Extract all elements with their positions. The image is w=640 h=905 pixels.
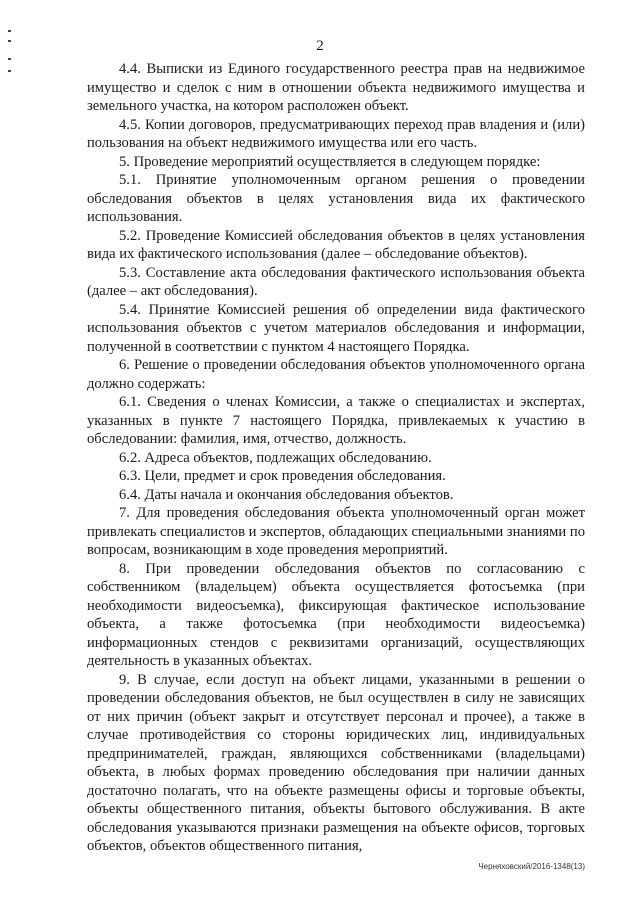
- scan-artifact: [8, 70, 11, 72]
- paragraph-9: 9. В случае, если доступ на объект лицами, указанными в решении о проведении обследования объектов, не был осуществлен в силу не зависящих от них причин (объект закрыт и отсутствует персонал и прочее), а также в случае противодействия со стороны юридических лиц, индивидуальных предпринимателей, граждан, являющихся собственниками (владельцами) объекта, в любых формах проведению обследования при наличии данных достаточно полагать, что на объекте размещены офисы и торговые объекты, объекты общественного питания, объекты бытового обслуживания. В акте обследования указываются признаки размещения на объекте офисов, торговых объектов, объектов общественного питания,: [87, 671, 585, 854]
- paragraph-5: 5. Проведение мероприятий осуществляется в следующем порядке:: [119, 153, 541, 170]
- scan-artifact: [8, 30, 11, 32]
- footer-document-code: Черняховский/2016-1348(13): [478, 862, 585, 871]
- document-body: [87, 60, 585, 856]
- paragraph-7: 7. Для проведения обследования объекта уполномоченный орган может привлекать специалистов и экспертов, обладающих специальными знаниями по вопросам, возникающим в ходе проведения мероприятий.: [87, 505, 585, 558]
- paragraph-5-3: 5.3. Составление акта обследования фактического использования объекта (далее – акт обследования).: [87, 264, 585, 299]
- paragraph-4-5: 4.5. Копии договоров, предусматривающих переход прав владения и (или) пользования на объект недвижимого имущества или его часть.: [87, 116, 585, 151]
- paragraph-5-2: 5.2. Проведение Комиссией обследования объектов в целях установления вида их фактического использования (далее – обследование объектов).: [87, 227, 585, 262]
- paragraph-5-4: 5.4. Принятие Комиссией решения об определении вида фактического использования объектов с учетом материалов обследования и информации, полученной в соответствии с пунктом 4 настоящего Порядка.: [87, 301, 585, 355]
- paragraph-5-1: 5.1. Принятие уполномоченным органом решения о проведении обследования объектов в целях установления вида их фактического использования.: [87, 172, 585, 225]
- paragraph-6-2: 6.2. Адреса объектов, подлежащих обследованию.: [119, 449, 432, 466]
- paragraph-6-1: 6.1. Сведения о членах Комиссии, а также о специалистах и экспертах, указанных в пункте 7 настоящего Порядка, привлекаемых к участию в обследовании: фамилия, имя, отчество, должность.: [87, 394, 585, 447]
- paragraph-6-4: 6.4. Даты начала и окончания обследования объектов.: [119, 486, 454, 503]
- paragraph-4-4: 4.4. Выписки из Единого государственного реестра прав на недвижимое имущество и сделок с ним в отношении объекта недвижимого имущества и земельного участка, на котором расположен объект.: [87, 61, 585, 114]
- page-number: 2: [316, 38, 324, 54]
- paragraph-6-3: 6.3. Цели, предмет и срок проведения обследования.: [119, 468, 446, 484]
- paragraph-8: 8. При проведении обследования объектов по согласованию с собственником (владельцем) объекта осуществляется фотосъемка (при необходимости видеосъемка), фиксирующая фактическое использование объекта, а также фотосъемка (при необходимости видеосъемка) информационных стендов с реквизитами организаций, осуществляющих деятельность в указанных объектах.: [87, 560, 585, 669]
- paragraph-6: 6. Решение о проведении обследования объектов уполномоченного органа должно содержать:: [87, 357, 585, 392]
- scan-artifact: [8, 58, 11, 60]
